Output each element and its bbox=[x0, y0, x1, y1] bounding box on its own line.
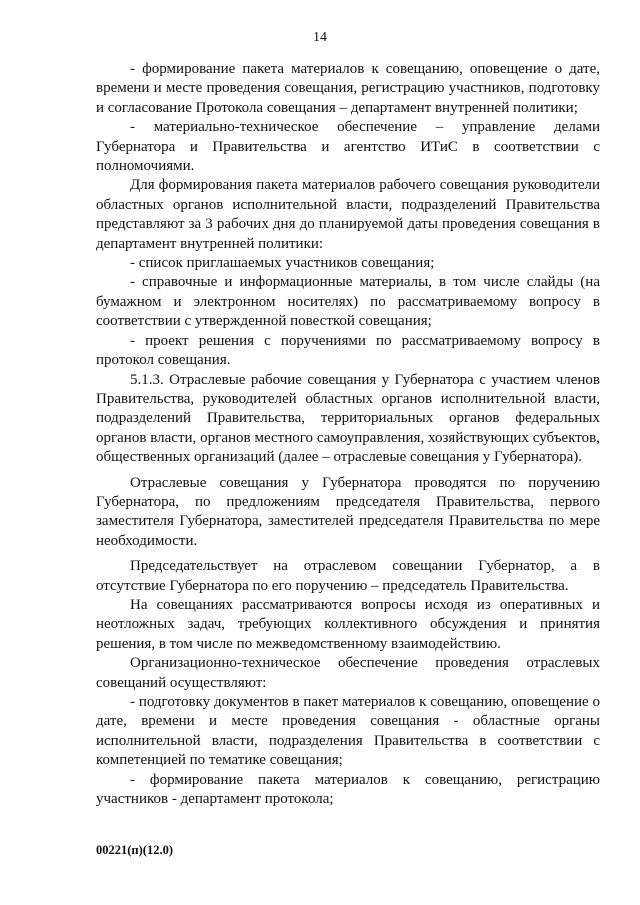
paragraph: - проект решения с поручениями по рассматриваемому вопросу в протокол совещания. bbox=[96, 332, 600, 369]
paragraph: - подготовку документов в пакет материалов к совещанию, оповещение о дате, времени и месте проведения совещания - областные органы исполнительной власти, подразделения Правительства в соответствии с компетенцией по тематике совещания; bbox=[96, 694, 600, 769]
paragraph: - формирование пакета материалов к совещанию, оповещение о дате, времени и месте проведения совещания, регистрацию участников, подготовку и согласование Протокола совещания – департамент внутренней политики; bbox=[96, 61, 600, 116]
document-body bbox=[96, 60, 600, 809]
paragraph: - список приглашаемых участников совещания; bbox=[130, 255, 435, 272]
paragraph: На совещаниях рассматриваются вопросы исходя из оперативных и неотложных задач, требующих коллективного обсуждения и принятия решения, в том числе по межведомственному взаимодействию. bbox=[96, 596, 600, 652]
paragraph: Отраслевые совещания у Губернатора проводятся по поручению Губернатора, по предложениям председателя Правительства, первого заместителя Губернатора, заместителей председателя Правительства по мере необходимости. bbox=[96, 474, 600, 549]
section-paragraph: 5.1.3. Отраслевые рабочие совещания у Губернатора с участием членов Правительства, руководителей областных органов исполнительной власти, подразделений Правительства, территориальных органов федеральных органов власти, органов местного самоуправления, хозяйствующих субъектов, общественных организаций (далее – отраслевые совещания у Губернатора). bbox=[96, 371, 600, 466]
page-number: 14 bbox=[313, 30, 327, 45]
paragraph: Организационно-техническое обеспечение проведения отраслевых совещаний осуществляют: bbox=[96, 655, 600, 691]
paragraph: - формирование пакета материалов к совещанию, регистрацию участников - департамент протокола; bbox=[96, 771, 600, 808]
document-code: 00221(п)(12.0) bbox=[96, 843, 173, 857]
paragraph: - справочные и информационные материалы, в том числе слайды (на бумажном и электронном носителях) по рассматриваемому вопросу в соответствии с утвержденной повесткой совещания; bbox=[96, 274, 600, 330]
paragraph: Председательствует на отраслевом совещании Губернатор, а в отсутствие Губернатора по его поручению – председатель Правительства. bbox=[96, 558, 600, 594]
paragraph: Для формирования пакета материалов рабочего совещания руководители областных органов исполнительной власти, подразделений Правительства представляют за 3 рабочих дня до планируемой даты проведения совещания в департамент внутренней политики: bbox=[96, 177, 600, 252]
paragraph: - материально-техническое обеспечение – управление делами Губернатора и Правительства и агентство ИТиС в соответствии с полномочиями. bbox=[96, 119, 600, 175]
